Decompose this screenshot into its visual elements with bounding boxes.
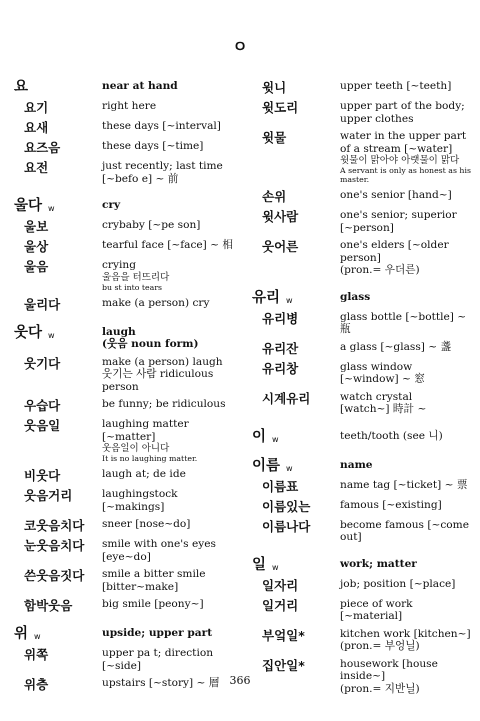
definition	[102, 418, 236, 463]
definition	[340, 598, 474, 623]
subentry	[252, 189, 474, 204]
headword-text: 집안일*	[262, 657, 305, 673]
subentry	[252, 361, 474, 386]
headword	[252, 130, 340, 145]
definition	[102, 100, 236, 113]
headword	[252, 598, 340, 613]
headword	[252, 80, 340, 95]
subentry	[14, 568, 236, 593]
headword-text: 웃음거리	[24, 488, 73, 503]
headword-text: 우습다	[24, 398, 61, 413]
headword	[252, 578, 340, 593]
example-korean: 윗물이 맑아야 아랫물이 맑다	[340, 155, 460, 166]
subentry	[14, 647, 236, 672]
headword	[252, 459, 340, 474]
headword-text: 윗니	[262, 80, 287, 95]
definition-line: crybaby [~pe son]	[102, 219, 201, 231]
subentry	[14, 488, 236, 513]
headword	[14, 568, 102, 583]
headword	[14, 598, 102, 613]
headword	[14, 647, 102, 662]
headword	[252, 311, 340, 326]
definition-line: big smile [peony~]	[102, 598, 204, 610]
definition-line: sneer [nose~do]	[102, 518, 191, 530]
headword-text: 부엌일*	[262, 627, 305, 643]
definition	[340, 100, 474, 125]
entry-group	[252, 80, 474, 277]
definition	[102, 120, 236, 133]
entry-group	[14, 199, 236, 312]
headword-text: 비웃다	[24, 468, 61, 483]
headword	[252, 189, 340, 204]
definition-line: (pron.= 부엉닐)	[340, 640, 420, 652]
definition	[340, 628, 474, 653]
definition-line: upside; upper part	[102, 627, 213, 639]
subentry	[252, 598, 474, 623]
definition	[340, 479, 474, 492]
subentry	[252, 341, 474, 356]
example-korean: 웃음일이 아니다	[102, 443, 170, 454]
definition-line: of a stream [~water]	[340, 142, 453, 155]
section-letter: ㅇ	[232, 37, 248, 56]
definition-line: watch crystal	[340, 390, 413, 403]
headword	[14, 297, 102, 312]
definition	[340, 341, 474, 354]
definition	[102, 468, 236, 481]
definition	[102, 568, 236, 593]
definition	[340, 311, 474, 336]
definition	[340, 239, 474, 277]
headword	[252, 341, 340, 356]
definition	[102, 538, 236, 563]
headword-text: 유리창	[262, 360, 299, 376]
headword-text: 위쪽	[24, 647, 49, 662]
subentry	[252, 130, 474, 184]
headword-text: 함박웃음	[24, 598, 73, 613]
subentry	[252, 499, 474, 514]
headword	[14, 398, 102, 413]
subentry	[14, 598, 236, 613]
definition-line: upper part of the body;	[340, 100, 465, 112]
definition-line: name	[340, 458, 373, 471]
definition	[102, 326, 236, 351]
headword-text: 손위	[262, 189, 287, 204]
definition	[102, 160, 236, 185]
definition	[102, 80, 236, 93]
definition	[102, 219, 236, 232]
definition-line: laugh	[102, 325, 136, 338]
definition-line: upper teeth [~teeth]	[340, 80, 452, 92]
definition	[340, 209, 474, 234]
subentry	[14, 468, 236, 483]
definition-line: water in the upper part	[340, 130, 467, 142]
headword-text: 이름나다	[262, 518, 311, 534]
definition-line: make (a person) laugh	[102, 355, 223, 368]
headword-entry	[252, 291, 474, 306]
headword	[14, 468, 102, 483]
headword	[14, 80, 102, 95]
subentry	[14, 418, 236, 463]
right-column	[252, 80, 474, 709]
subentry	[252, 519, 474, 544]
headword-text: 유리	[252, 289, 281, 306]
headword	[252, 391, 340, 406]
definition-line: upstairs [~story] ~ 層	[102, 677, 220, 689]
example-translation: A servant is only as honest as his master.	[340, 166, 471, 184]
definition-line: tearful face [~face] ~ 相	[102, 239, 233, 251]
headword	[252, 100, 340, 115]
definition	[102, 140, 236, 153]
word-class-marker: w	[286, 295, 293, 305]
word-class-marker: w	[286, 463, 293, 473]
definition	[340, 361, 474, 386]
headword-entry	[252, 459, 474, 474]
subentry	[14, 239, 236, 254]
definition	[340, 80, 474, 93]
subentry	[252, 100, 474, 125]
definition-line: one's senior; superior	[340, 209, 457, 221]
headword-text: 윗사람	[262, 209, 299, 224]
subentry	[14, 259, 236, 292]
subentry	[14, 398, 236, 413]
headword	[252, 361, 340, 376]
subentry	[252, 391, 474, 416]
subentry	[14, 518, 236, 533]
headword-text: 일거리	[262, 597, 299, 613]
entry-group	[252, 291, 474, 416]
headword	[252, 430, 340, 445]
definition-line: cry	[102, 199, 121, 211]
subentry	[252, 239, 474, 277]
subentry	[14, 100, 236, 115]
left-column	[14, 80, 236, 706]
headword-text: 일	[252, 556, 267, 573]
definition	[102, 398, 236, 411]
headword	[14, 538, 102, 553]
definition-line: one's elders [~older person]	[340, 239, 449, 264]
definition-line: job; position [~place]	[340, 577, 456, 590]
entry-group	[252, 430, 474, 445]
headword-text: 시계유리	[262, 390, 311, 406]
headword-text: 유리병	[262, 310, 299, 326]
definition-line: [eye~do]	[102, 550, 151, 563]
subentry	[14, 356, 236, 394]
headword	[252, 479, 340, 494]
subentry	[252, 628, 474, 653]
subentry	[14, 160, 236, 185]
word-class-marker: w	[48, 204, 55, 213]
headword	[14, 120, 102, 135]
headword	[14, 219, 102, 234]
headword-text: 울보	[24, 219, 49, 234]
headword	[252, 658, 340, 673]
headword-text: 요전	[24, 160, 49, 175]
headword	[14, 160, 102, 175]
headword-entry	[252, 430, 474, 445]
subentry	[252, 578, 474, 593]
definition	[340, 189, 474, 202]
headword-text: 웃기다	[24, 355, 61, 371]
headword-text: 웃어른	[262, 239, 299, 254]
headword-text: 웃음일	[24, 418, 61, 433]
page-number: 366	[229, 674, 251, 687]
headword-text: 요	[14, 79, 29, 95]
definition-line: [~person]	[340, 221, 394, 234]
definition-line: famous [~existing]	[340, 498, 442, 511]
definition-line: (pron.= 우더른)	[340, 264, 420, 276]
definition	[340, 291, 474, 304]
subentry	[14, 140, 236, 155]
definition	[102, 647, 236, 672]
headword	[252, 291, 340, 306]
definition	[340, 430, 474, 443]
headword-text: 이름있는	[262, 498, 311, 514]
example-translation: bu st into tears	[102, 282, 163, 292]
subentry	[252, 80, 474, 95]
headword	[252, 209, 340, 224]
definition-line: glass	[340, 290, 371, 303]
subentry	[14, 297, 236, 312]
headword	[14, 488, 102, 503]
headword	[14, 326, 102, 341]
definition-line: teeth/tooth (see 니)	[340, 429, 443, 442]
definition	[102, 598, 236, 611]
subentry	[14, 120, 236, 135]
definition-line: smile a bitter smile	[102, 568, 206, 580]
definition-line: a glass [~glass] ~ 盞	[340, 340, 452, 353]
definition-line: (pron.= 지반닐)	[340, 682, 420, 695]
definition-line: housework [house inside~]	[340, 657, 438, 682]
headword-text: 울상	[24, 239, 49, 254]
headword-text: 윗도리	[262, 100, 299, 115]
definition	[340, 130, 474, 184]
headword-entry	[252, 558, 474, 573]
definition-line: name tag [~ticket] ~ 票	[340, 478, 468, 491]
word-class-marker: w	[272, 434, 279, 444]
definition-line: these days [~time]	[102, 140, 204, 152]
definition	[102, 259, 236, 292]
headword-entry	[14, 80, 236, 95]
headword	[14, 627, 102, 642]
headword	[14, 356, 102, 371]
definition-line: [~window] ~ 窓	[340, 373, 425, 385]
headword	[252, 499, 340, 514]
definition-line: piece of work [~material]	[340, 597, 413, 622]
entry-group	[252, 459, 474, 544]
headword-text: 울리다	[24, 296, 61, 312]
headword	[252, 239, 340, 254]
definition	[340, 459, 474, 472]
subentry	[252, 311, 474, 336]
definition-line: crying	[102, 259, 136, 271]
example-translation: It is no laughing matter.	[102, 454, 198, 463]
headword-entry	[14, 199, 236, 214]
headword-text: 이름	[252, 457, 281, 474]
definition	[102, 199, 236, 212]
headword	[14, 418, 102, 433]
headword-text: 위	[14, 626, 29, 642]
definition	[102, 627, 236, 640]
definition-line: (웃음 noun form)	[102, 338, 199, 350]
headword-entry	[14, 627, 236, 642]
definition-line: near at hand	[102, 80, 178, 92]
headword-entry	[14, 326, 236, 351]
definition	[102, 297, 236, 310]
definition-line: one's senior [hand~]	[340, 189, 452, 201]
definition-line: kitchen work [kitchen~]	[340, 627, 471, 640]
headword	[14, 239, 102, 254]
definition	[340, 578, 474, 591]
definition	[102, 518, 236, 531]
entry-group	[14, 326, 236, 614]
subentry	[14, 219, 236, 234]
headword	[14, 140, 102, 155]
headword-text: 눈웃음치다	[24, 538, 85, 553]
definition-line: [bitter~make]	[102, 580, 179, 593]
definition-line: be funny; be ridiculous	[102, 398, 226, 410]
definition-line: smile with one's eyes	[102, 538, 216, 550]
definition	[102, 356, 236, 394]
definition-line: right here	[102, 100, 157, 112]
headword	[14, 518, 102, 533]
headword	[252, 628, 340, 643]
definition-line: become famous [~come out]	[340, 518, 469, 543]
headword-text: 이	[252, 428, 267, 445]
headword	[14, 100, 102, 115]
definition-line: upper clothes	[340, 112, 414, 125]
definition-line: 웃기는 사람 ridiculous person	[102, 368, 214, 393]
headword-text: 윗물	[262, 130, 287, 145]
example-korean: 울음을 터뜨리다	[102, 271, 170, 283]
subentry	[14, 538, 236, 563]
definition-line: glass bottle [~bottle] ~ 瓶	[340, 310, 467, 335]
definition-line: laughingstock [~makings]	[102, 488, 178, 513]
headword	[252, 558, 340, 573]
definition	[340, 499, 474, 512]
definition-line: laughing matter [~matter]	[102, 418, 189, 443]
subentry	[252, 479, 474, 494]
headword	[14, 199, 102, 214]
definition	[340, 391, 474, 416]
headword-text: 이름표	[262, 478, 299, 494]
headword-text: 울음	[24, 259, 49, 274]
headword	[252, 519, 340, 534]
headword-text: 일자리	[262, 577, 299, 593]
headword-text: 쓴웃음짓다	[24, 568, 85, 583]
headword-text: 요즈음	[24, 140, 61, 155]
definition-line: work; matter	[340, 557, 417, 570]
headword-text: 울다	[14, 198, 43, 214]
definition	[340, 519, 474, 544]
word-class-marker: w	[272, 562, 279, 572]
definition-line: these days [~interval]	[102, 120, 221, 132]
headword-text: 웃다	[14, 324, 43, 341]
definition-line: [watch~] 時計 ~	[340, 403, 427, 415]
word-class-marker: w	[48, 330, 55, 340]
word-class-marker: w	[34, 632, 41, 641]
definition-line: laugh at; de ide	[102, 468, 186, 480]
headword-text: 코웃음치다	[24, 518, 85, 533]
headword-text: 유리잔	[262, 340, 299, 356]
definition-line: [~befo e] ~ 前	[102, 172, 179, 185]
definition	[102, 488, 236, 513]
headword	[14, 259, 102, 274]
definition	[102, 239, 236, 252]
entry-group	[14, 80, 236, 185]
definition-line: upper pa t; direction [~side]	[102, 647, 214, 672]
definition-line: make (a person) cry	[102, 296, 210, 309]
subentry	[252, 209, 474, 234]
definition	[340, 558, 474, 571]
definition-line: just recently; last time	[102, 160, 223, 172]
headword-text: 위층	[24, 677, 49, 692]
headword-text: 요새	[24, 120, 49, 135]
headword-text: 요기	[24, 100, 49, 115]
definition-line: glass window	[340, 360, 413, 373]
